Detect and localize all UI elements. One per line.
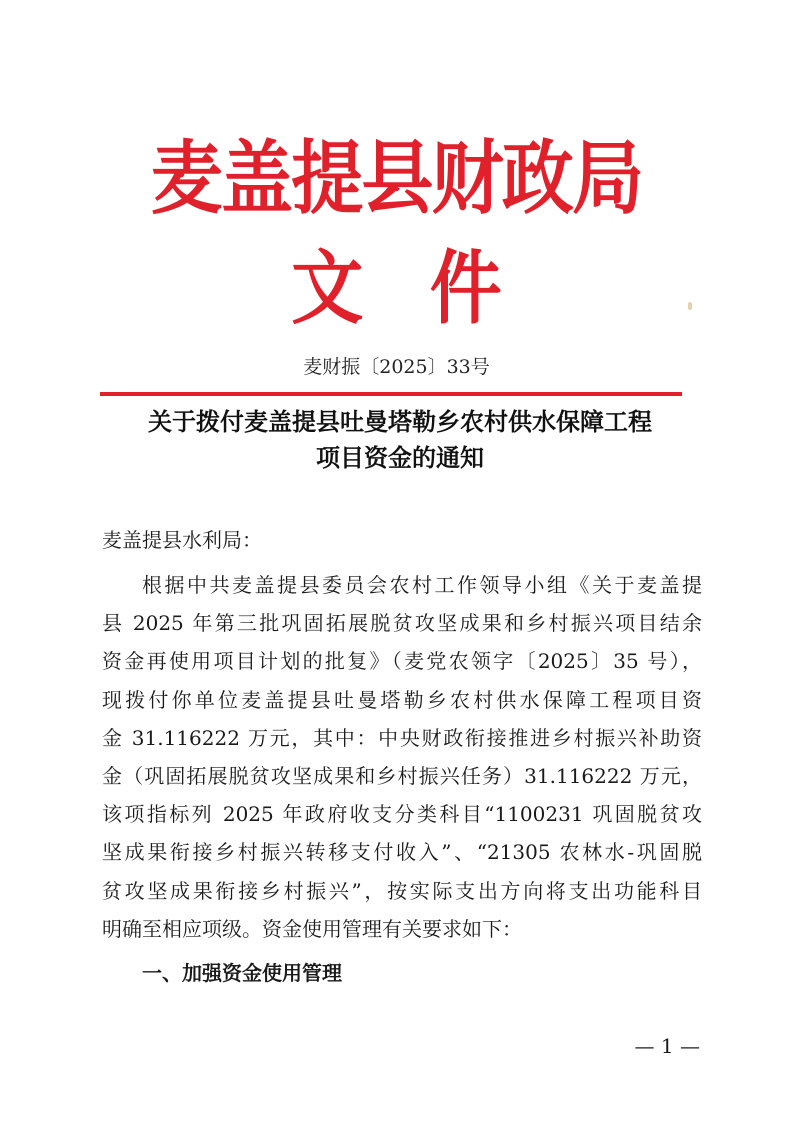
issuing-organization-header: 麦盖提县财政局 [150, 131, 643, 225]
body-paragraph [102, 566, 702, 948]
document-title [80, 404, 720, 476]
body-line: 贫攻坚成果衔接乡村振兴”，按实际支出方向将支出功能科目 [102, 878, 702, 903]
page-number: — 1 — [634, 1034, 700, 1058]
document-type-header: 文件 [291, 241, 569, 335]
red-divider-line [100, 392, 682, 396]
addressee: 麦盖提县水利局： [102, 528, 262, 552]
section-heading: 一、加强资金使用管理 [142, 961, 342, 985]
body-line: 县 2025 年第三批巩固拓展脱贫攻坚成果和乡村振兴项目结余 [102, 611, 702, 636]
body-line: 金（巩固拓展脱贫攻坚成果和乡村振兴任务）31.116222 万元， [102, 763, 702, 788]
scan-artifact [688, 302, 692, 310]
body-line: 根据中共麦盖提县委员会农村工作领导小组《关于麦盖提 [142, 573, 702, 597]
body-line: 资金再使用项目计划的批复》（麦党农领字〔2025〕35 号）， [102, 649, 702, 674]
document-number: 麦财振〔2025〕33号 [303, 356, 490, 378]
title-line-1: 关于拨付麦盖提县吐曼塔勒乡农村供水保障工程 [148, 408, 652, 436]
body-line: 坚成果衔接乡村振兴转移支付收入”、“21305 农林水-巩固脱 [102, 840, 702, 865]
body-line: 明确至相应项级。资金使用管理有关要求如下： [102, 916, 522, 941]
body-line: 金 31.116222 万元，其中：中央财政衔接推进乡村振兴补助资 [102, 725, 702, 750]
body-line: 现拨付你单位麦盖提县吐曼塔勒乡农村供水保障工程项目资 [102, 687, 702, 712]
title-line-2: 项目资金的通知 [316, 444, 484, 472]
body-line: 该项指标列 2025 年政府收支分类科目“1100231 巩固脱贫攻 [102, 802, 702, 827]
